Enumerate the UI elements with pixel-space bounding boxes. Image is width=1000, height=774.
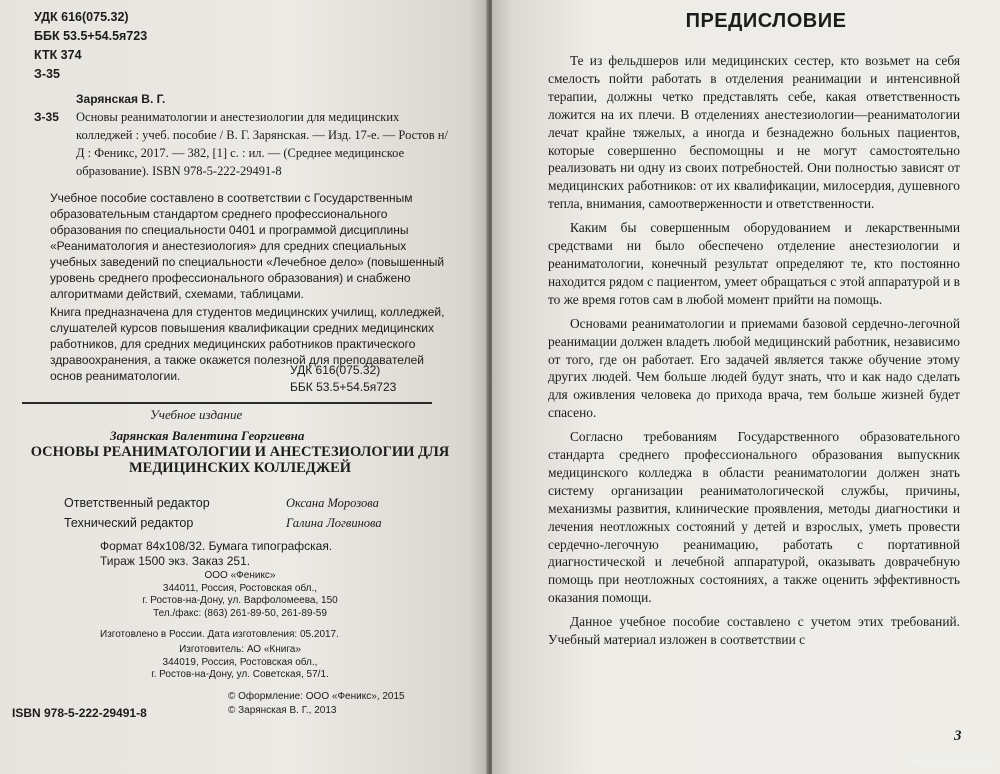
- preface-paragraph: Данное учебное пособие составлено с учетом этих требований. Учебный материал изложен в соответствии с: [548, 614, 960, 648]
- section-divider: [22, 402, 432, 404]
- author-heading: Зарянская В. Г.: [76, 92, 166, 106]
- publisher-info: [100, 570, 380, 620]
- preface-body: [548, 52, 960, 655]
- copyright-line: © Оформление: ООО «Феникс», 2015: [228, 691, 405, 702]
- codes-repeat: [290, 362, 396, 396]
- preface-paragraph: Согласно требованиям Государственного образовательного стандарта среднего профессионального образования выпускник медицинского колледжа в области реаниматологии должен знать систему организации реаниматологической службы, причины, механизмы развития, клинические проявления, методы диагностики и лечения неотложных состояний у детей и взрослых, уметь провести сердечно-легочную реанимацию, работать с портативной диагностической и лечебной аппаратурой, оказывать доврачебную помощь при неотложных состояниях, а также оценить эффективность оказания помощи.: [548, 429, 960, 606]
- ktk-code: КТК 374: [34, 48, 82, 62]
- publisher-line: 344011, Россия, Ростовская обл.,: [162, 582, 318, 594]
- printer-info: [100, 644, 380, 682]
- preface-paragraph: Основами реаниматологии и приемами базовой сердечно-легочной реанимации должен владеть любой медицинский работник, независимо от того, где он работает. Его задачей является также обучение этому других людей. Чем больше людей будут знать, что и как надо сделать для оживления человека до прихода врача, тем больше жизней будет спасено.: [548, 315, 960, 421]
- annotation-paragraph-2: Книга предназначена для студентов медицинских училищ, колледжей, слушателей курсов повышения квалификации средних медицинских работников, для средних медицинских работников практического здравоохранения, а также окажется полезной для преподавателей основ реаниматологии.: [50, 305, 445, 383]
- page-number: 3: [954, 728, 962, 744]
- bbk-code: ББК 53.5+54.5я723: [34, 29, 148, 43]
- editorial-staff: [64, 493, 434, 533]
- author-sign-side: З-35: [34, 110, 59, 124]
- book-title: ОСНОВЫ РЕАНИМАТОЛОГИИ И АНЕСТЕЗИОЛОГИИ ДЛЯ МЕДИЦИНСКИХ КОЛЛЕДЖЕЙ: [30, 444, 450, 476]
- copyright-line: © Зарянская В. Г., 2013: [228, 705, 337, 716]
- staff-row: [64, 513, 434, 533]
- manufacture-info: Изготовлено в России. Дата изготовления: 05.2017.: [100, 629, 339, 640]
- bibliographic-codes: [34, 8, 147, 84]
- staff-name: Оксана Морозова: [286, 496, 379, 510]
- preface-page: [492, 0, 1000, 774]
- print-run-line: Тираж 1500 экз. Заказ 251.: [100, 554, 251, 568]
- imprint-page: [0, 0, 488, 774]
- publisher-line: ООО «Феникс»: [204, 570, 276, 581]
- staff-row: [64, 493, 434, 513]
- bbk-code-repeat: ББК 53.5+54.5я723: [290, 380, 397, 394]
- preface-title: ПРЕДИСЛОВИЕ: [685, 10, 847, 32]
- catalog-description: Основы реаниматологии и анестезиологии для медицинских колледжей : учеб. пособие / В. Г. Зарянская. — Изд. 17-е. — Ростов н/Д : Феникс, 2017. — 382, [1] с. : ил. — (Среднее медицинское образование). ISBN 978-5-222-29491-8: [76, 110, 448, 178]
- watermark: www.meshok.net: [908, 756, 992, 768]
- print-format: [100, 539, 332, 569]
- printer-line: 344019, Россия, Ростовская обл.,: [162, 656, 318, 668]
- publisher-line: г. Ростов-на-Дону, ул. Варфоломеева, 150: [142, 595, 338, 606]
- publisher-line: Тел./факс: (863) 261-89-50, 261-89-59: [153, 607, 327, 619]
- isbn: ISBN 978-5-222-29491-8: [12, 706, 147, 720]
- printer-line: г. Ростов-на-Дону, ул. Советская, 57/1.: [151, 669, 329, 680]
- preface-paragraph: Те из фельдшеров или медицинских сестер, кто возьмет на себя смелость пойти работать в отделения реанимации и интенсивной терапии, должны четко представлять себе, какая ответственность ложится на их плечи. В отделениях анестезиологии—реаниматологии лечат крайне тяжелых, а иногда и безнадежно больных пациентов, которые совершенно беспомощны и не могут самостоятельно реализовать ни одну из своих потребностей. Они полностью зависят от медицинских работников: от их квалификации, милосердия, душевного тепла, внимания, самоотверженности и ответственности.: [548, 53, 960, 212]
- copyright-info: [228, 690, 405, 718]
- udk-code-repeat: УДК 616(075.32): [290, 363, 381, 377]
- author-sign: З-35: [34, 67, 60, 81]
- udk-code: УДК 616(075.32): [34, 10, 129, 24]
- staff-role: Ответственный редактор: [64, 496, 210, 510]
- author-full-name: Зарянская Валентина Георгиевна: [110, 428, 305, 443]
- staff-name: Галина Логвинова: [286, 516, 382, 530]
- preface-paragraph: Каким бы совершенным оборудованием и лекарственными средствами ни было обеспечено отделение анестезиологии и реаниматологии, конечный результат определяют те, кто постоянно находится рядом с пациентом, умеет обращаться с этой аппаратурой и в то же время готов сам в любой момент прийти на помощь.: [548, 220, 960, 307]
- staff-role: Технический редактор: [64, 516, 194, 530]
- format-line: Формат 84х108/32. Бумага типографская.: [100, 539, 333, 553]
- printer-line: Изготовитель: АО «Книга»: [179, 644, 301, 655]
- annotation-paragraph-1: Учебное пособие составлено в соответствии с Государственным образовательным стандартом среднего профессионального образования по специальности 0401 и программой дисциплины «Реаниматология и анестезиология» для средних специальных учебных заведений по специальности «Лечебное дело» (повышенный уровень среднего профессионального образования) и снабжено алгоритмами действий, схемами, таблицами.: [50, 191, 445, 301]
- annotation: [50, 190, 445, 384]
- edition-type: Учебное издание: [150, 407, 243, 422]
- catalog-card-text: [76, 108, 448, 180]
